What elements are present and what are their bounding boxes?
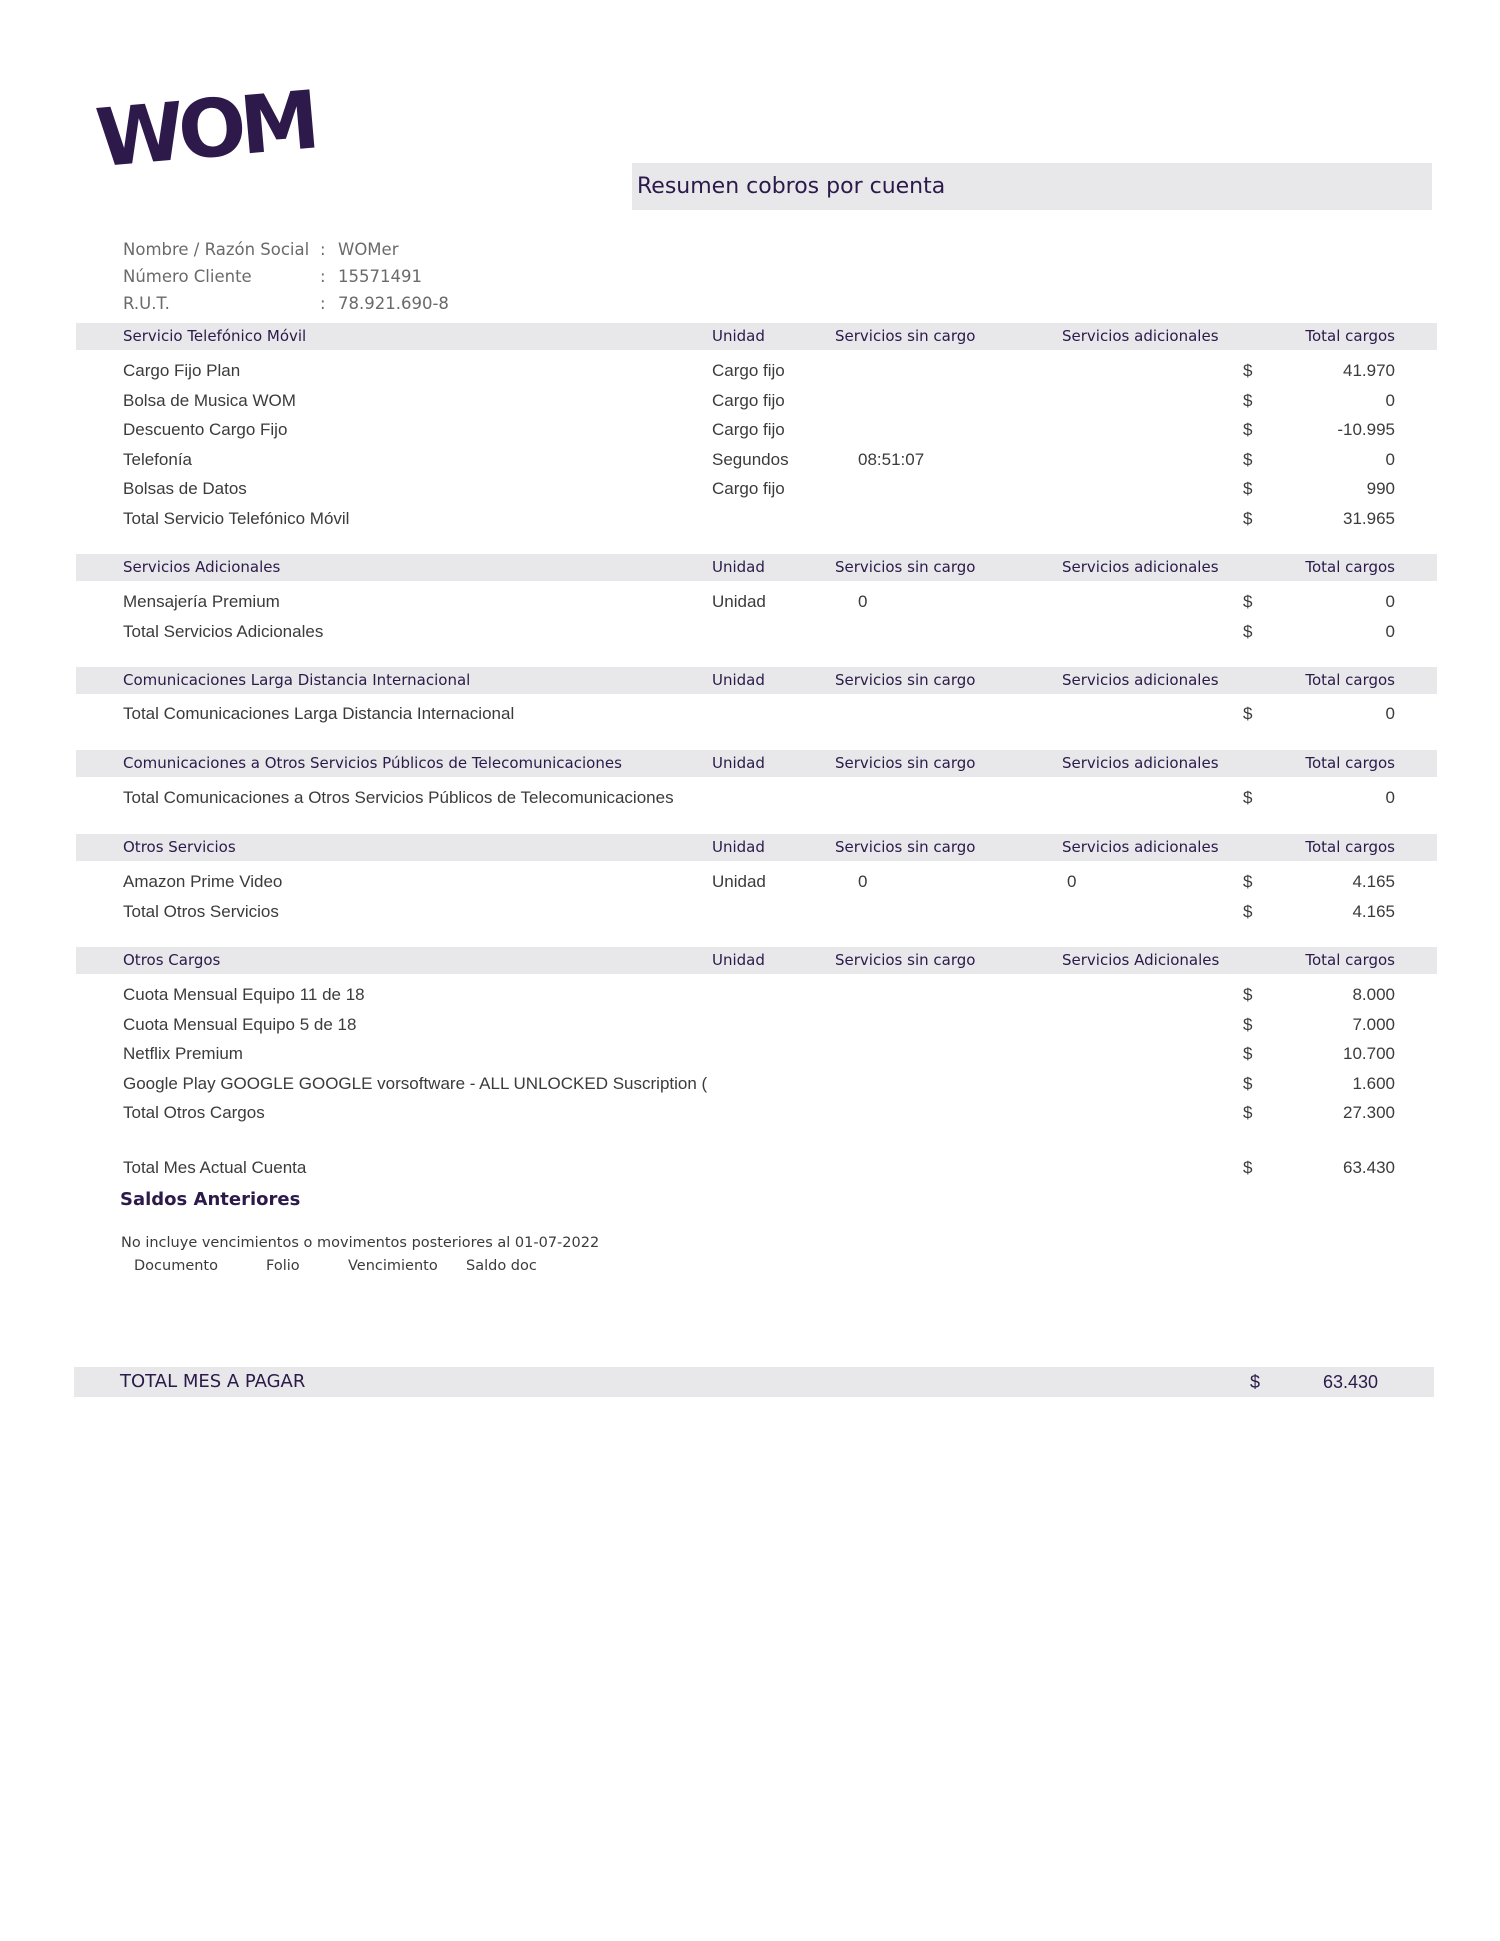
col-total-header: Total cargos (1305, 671, 1395, 689)
line-item-amount: 8.000 (1352, 985, 1395, 1004)
currency-symbol: $ (1243, 391, 1253, 410)
col-unidad-header: Unidad (712, 327, 765, 345)
customer-name-colon: : (320, 240, 326, 259)
currency-symbol: $ (1243, 1015, 1253, 1034)
customer-rut-label: R.U.T. (123, 294, 170, 313)
currency-symbol: $ (1243, 1158, 1253, 1177)
line-item-unidad: Unidad (712, 872, 766, 891)
saldos-col-saldo-doc: Saldo doc (466, 1258, 537, 1274)
currency-symbol: $ (1243, 509, 1253, 528)
section-total-amount: 27.300 (1343, 1103, 1395, 1122)
section-total-amount: 0 (1385, 704, 1395, 723)
currency-symbol: $ (1243, 420, 1253, 439)
currency-symbol: $ (1243, 622, 1253, 641)
col-adicionales-header: Servicios adicionales (1062, 558, 1219, 576)
currency-symbol: $ (1243, 704, 1253, 723)
saldos-col-vencimiento: Vencimiento (348, 1258, 438, 1274)
col-unidad-header: Unidad (712, 671, 765, 689)
total-to-pay-label: TOTAL MES A PAGAR (120, 1371, 306, 1392)
section-total-desc: Total Servicios Adicionales (123, 622, 324, 641)
line-item-unidad: Segundos (712, 450, 789, 469)
currency-symbol: $ (1243, 872, 1253, 891)
line-item-desc: Amazon Prime Video (123, 872, 283, 891)
line-item-unidad: Cargo fijo (712, 361, 785, 380)
line-item-desc: Mensajería Premium (123, 592, 280, 611)
line-item-unidad: Cargo fijo (712, 391, 785, 410)
col-total-header: Total cargos (1305, 558, 1395, 576)
line-item-desc: Cargo Fijo Plan (123, 361, 241, 380)
line-item-amount: 0 (1385, 391, 1395, 410)
line-item-amount: 41.970 (1343, 361, 1395, 380)
section-title: Servicio Telefónico Móvil (123, 327, 307, 345)
line-item-desc: Netflix Premium (123, 1044, 243, 1063)
customer-rut-value: 78.921.690-8 (338, 294, 449, 313)
line-item-sin-cargo: 08:51:07 (858, 450, 925, 469)
month-total-amount: 63.430 (1343, 1158, 1395, 1177)
col-adicionales-header: Servicios adicionales (1062, 327, 1219, 345)
col-adicionales-header: Servicios adicionales (1062, 671, 1219, 689)
currency-symbol: $ (1243, 788, 1253, 807)
currency-symbol: $ (1243, 1044, 1253, 1063)
col-sin-cargo-header: Servicios sin cargo (835, 327, 976, 345)
line-item-desc: Google Play GOOGLE GOOGLE vorsoftware - ALL UNLOCKED Suscription ( (123, 1074, 708, 1093)
line-item-unidad: Cargo fijo (712, 420, 785, 439)
line-item-amount: -10.995 (1337, 420, 1395, 439)
month-total-label: Total Mes Actual Cuenta (123, 1158, 307, 1177)
customer-name-value: WOMer (338, 240, 399, 259)
line-item-sin-cargo: 0 (858, 872, 868, 891)
page-title: Resumen cobros por cuenta (632, 163, 1432, 210)
currency-symbol: $ (1243, 361, 1253, 380)
currency-symbol: $ (1250, 1372, 1261, 1392)
section-total-desc: Total Otros Servicios (123, 902, 279, 921)
line-item-desc: Cuota Mensual Equipo 5 de 18 (123, 1015, 357, 1034)
section-title: Comunicaciones a Otros Servicios Públicos de Telecomunicaciones (123, 754, 622, 772)
col-sin-cargo-header: Servicios sin cargo (835, 754, 976, 772)
currency-symbol: $ (1243, 450, 1253, 469)
saldos-col-folio: Folio (266, 1258, 300, 1274)
currency-symbol: $ (1243, 985, 1253, 1004)
saldos-note: No incluye vencimientos o movimentos posteriores al 01-07-2022 (121, 1235, 600, 1251)
customer-rut-colon: : (320, 294, 326, 313)
currency-symbol: $ (1243, 1103, 1253, 1122)
svg-text:WOM: WOM (92, 73, 318, 186)
currency-symbol: $ (1243, 479, 1253, 498)
line-item-desc: Cuota Mensual Equipo 11 de 18 (123, 985, 365, 1004)
line-item-amount: 7.000 (1352, 1015, 1395, 1034)
line-item-unidad: Unidad (712, 592, 766, 611)
line-item-amount: 1.600 (1352, 1074, 1395, 1093)
line-item-amount: 0 (1385, 450, 1395, 469)
line-item-amount: 10.700 (1343, 1044, 1395, 1063)
customer-number-value: 15571491 (338, 267, 422, 286)
section-total-desc: Total Servicio Telefónico Móvil (123, 509, 350, 528)
wom-logo (92, 73, 318, 186)
line-item-sin-cargo: 0 (858, 592, 868, 611)
col-unidad-header: Unidad (712, 951, 765, 969)
section-title: Otros Cargos (123, 951, 221, 969)
col-sin-cargo-header: Servicios sin cargo (835, 838, 976, 856)
line-item-amount: 0 (1385, 592, 1395, 611)
line-item-desc: Bolsas de Datos (123, 479, 247, 498)
section-total-amount: 4.165 (1352, 902, 1395, 921)
section-title: Otros Servicios (123, 838, 236, 856)
saldos-title: Saldos Anteriores (120, 1189, 301, 1210)
col-unidad-header: Unidad (712, 754, 765, 772)
col-adicionales-header: Servicios adicionales (1062, 838, 1219, 856)
currency-symbol: $ (1243, 592, 1253, 611)
section-total-desc: Total Comunicaciones Larga Distancia Internacional (123, 704, 515, 723)
line-item-unidad: Cargo fijo (712, 479, 785, 498)
section-total-amount: 0 (1385, 788, 1395, 807)
currency-symbol: $ (1243, 1074, 1253, 1093)
total-to-pay-amount: 63.430 (1322, 1372, 1378, 1392)
col-unidad-header: Unidad (712, 558, 765, 576)
line-item-amount: 990 (1366, 479, 1395, 498)
section-total-amount: 0 (1385, 622, 1395, 641)
section-total-desc: Total Otros Cargos (123, 1103, 265, 1122)
col-total-header: Total cargos (1305, 838, 1395, 856)
col-total-header: Total cargos (1305, 327, 1395, 345)
col-adicionales-header: Servicios Adicionales (1062, 951, 1220, 969)
col-unidad-header: Unidad (712, 838, 765, 856)
col-sin-cargo-header: Servicios sin cargo (835, 671, 976, 689)
col-adicionales-header: Servicios adicionales (1062, 754, 1219, 772)
line-item-desc: Bolsa de Musica WOM (123, 391, 296, 410)
line-item-desc: Descuento Cargo Fijo (123, 420, 288, 439)
col-sin-cargo-header: Servicios sin cargo (835, 951, 976, 969)
line-item-adicionales: 0 (1067, 872, 1077, 891)
section-title: Comunicaciones Larga Distancia Internacional (123, 671, 471, 689)
section-total-amount: 31.965 (1343, 509, 1395, 528)
col-sin-cargo-header: Servicios sin cargo (835, 558, 976, 576)
saldos-col-documento: Documento (134, 1258, 218, 1274)
col-total-header: Total cargos (1305, 951, 1395, 969)
customer-name-label: Nombre / Razón Social (123, 240, 310, 259)
col-total-header: Total cargos (1305, 754, 1395, 772)
section-title: Servicios Adicionales (123, 558, 281, 576)
line-item-amount: 4.165 (1352, 872, 1395, 891)
section-total-desc: Total Comunicaciones a Otros Servicios Públicos de Telecomunicaciones (123, 788, 674, 807)
customer-number-colon: : (320, 267, 326, 286)
customer-number-label: Número Cliente (123, 267, 252, 286)
line-item-desc: Telefonía (123, 450, 192, 469)
currency-symbol: $ (1243, 902, 1253, 921)
